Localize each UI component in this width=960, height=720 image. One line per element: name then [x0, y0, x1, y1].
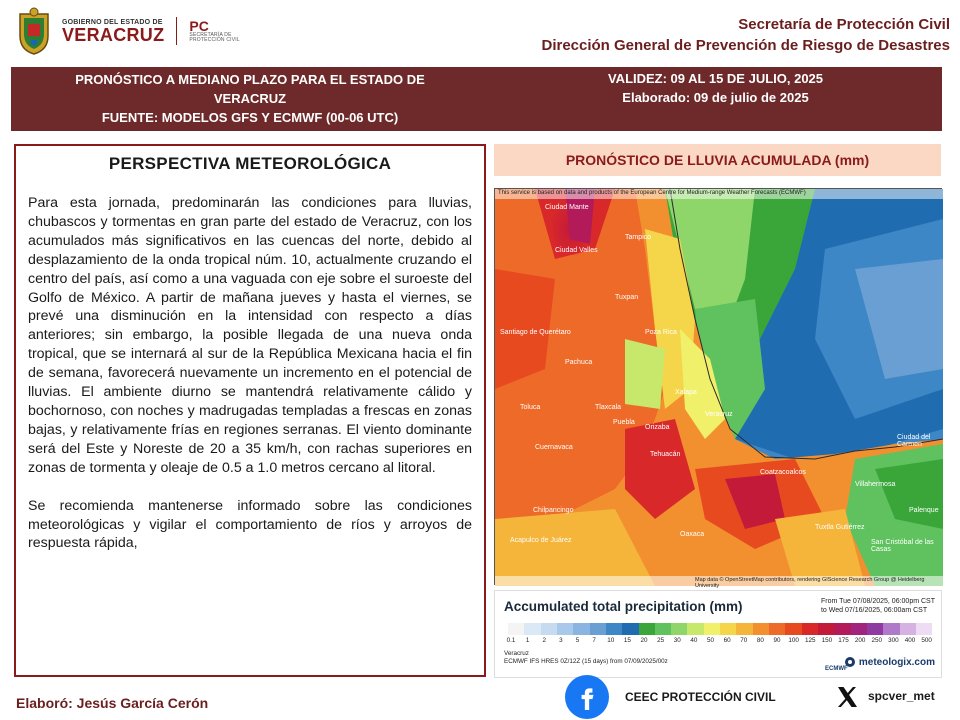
city-label-20: Toluca [520, 404, 541, 411]
color-bar-swatch [508, 623, 524, 635]
color-bar-swatch [573, 623, 589, 635]
city-label-23: Tlaxcala [595, 404, 622, 411]
header-logos [14, 6, 240, 56]
legend-dates [821, 597, 935, 615]
color-bar-swatch [541, 623, 557, 635]
color-bar-swatch [704, 623, 720, 635]
forecast-banner [11, 67, 942, 131]
rain-forecast-title: PRONÓSTICO DE LLUVIA ACUMULADA (mm) [494, 144, 941, 176]
color-bar-tick: 25 [657, 637, 665, 644]
banner-validity [489, 67, 942, 131]
color-bar-tick: 125 [804, 637, 816, 644]
color-bar-tick: 100 [788, 637, 799, 644]
color-bar-tick: 1 [525, 637, 530, 644]
city-label-17: Acapulco de Juárez [510, 537, 572, 544]
legend-footer [504, 650, 668, 666]
x-twitter-icon[interactable] [835, 685, 859, 709]
color-bar-tick: 20 [640, 637, 648, 644]
agency-name: Secretaría de Protección Civil [738, 16, 950, 33]
city-label-2: Ciudad Valles [555, 247, 598, 254]
precipitation-legend [494, 590, 942, 678]
color-bar-tick: 60 [723, 637, 731, 644]
meteologix-logo-text: meteologix.com [858, 656, 935, 668]
made-by: Elaboró: Jesús García Cerón [16, 695, 209, 711]
city-label-18: Chilpancingo [533, 507, 574, 514]
color-bar-swatch [900, 623, 916, 635]
city-label-8: Puebla [613, 419, 635, 426]
protection-civil-logo [189, 19, 239, 43]
logo-divider [176, 17, 177, 45]
meteologix-logo-icon [844, 656, 856, 668]
city-label-9: Tehuacán [650, 451, 681, 458]
legend-from: From Tue 07/08/2025, 06:00pm CST [820, 598, 935, 605]
color-bar-tick: 80 [756, 637, 764, 644]
map-notice: This service is based on data and products of the European Centre for Medium-range Weather Forecasts (ECMWF) [498, 190, 806, 196]
map-attribution: Map data © OpenStreetMap contributors, rendering GIScience Research Group @ Heidelberg University [695, 577, 925, 589]
color-bar-swatch [834, 623, 850, 635]
color-bar-tick: 15 [623, 637, 631, 644]
color-bar-swatch [622, 623, 638, 635]
color-bar-tick: 3 [559, 637, 563, 644]
government-logo [62, 19, 164, 44]
city-label-7: Veracruz [705, 411, 733, 418]
banner-title-line1: PRONÓSTICO A MEDIANO PLAZO PARA EL ESTADO DE [75, 72, 425, 87]
pc-acronym: PC [189, 18, 209, 34]
precipitation-map[interactable] [494, 188, 942, 589]
city-label-5: Poza Rica [645, 329, 677, 336]
pc-small-line1: SECRETARÍA DE [189, 32, 232, 38]
city-label-10: Oaxaca [680, 531, 705, 538]
color-bar-swatch [736, 623, 752, 635]
legend-region: Veracruz [504, 650, 529, 657]
city-label-16: San Cristóbal de las Casas [871, 539, 934, 553]
color-bar-swatch [769, 623, 785, 635]
color-bar-swatch [720, 623, 736, 635]
veracruz-coat-of-arms-icon [14, 6, 54, 56]
city-label-14: Palenque [909, 507, 939, 514]
color-bar-swatch [883, 623, 899, 635]
header-agency [541, 14, 950, 56]
pc-small-line2: PROTECCIÓN CIVIL [189, 37, 240, 43]
color-bar-tick: 10 [607, 637, 615, 644]
color-bar-tick: 40 [690, 637, 698, 644]
color-bar-tick: 30 [673, 637, 681, 644]
color-bar-swatch [753, 623, 769, 635]
color-bar-swatch [818, 623, 834, 635]
color-bar-swatch [639, 623, 655, 635]
legend-title: Accumulated total precipitation (mm) [504, 599, 743, 614]
city-label-3: Tampico [625, 234, 652, 241]
color-bar-swatch [524, 623, 540, 635]
validity-dates: VALIDEZ: 09 AL 15 DE JULIO, 2025 [607, 71, 824, 86]
color-bar-tick: 250 [871, 637, 882, 644]
perspective-paragraph-2: Se recomienda mantenerse informado sobre las condiciones meteorológicas y vigilar el comportamiento de ríos y arroyos de respuesta rápida, [28, 497, 472, 552]
color-bar-swatch [687, 623, 703, 635]
city-label-12: Villahermosa [855, 481, 896, 488]
color-bar-tick: 70 [740, 637, 748, 644]
x-account[interactable]: spcver_met [868, 689, 935, 703]
government-label: GOBIERNO DEL ESTADO DE [62, 18, 163, 26]
color-bar-tick: 5 [575, 637, 580, 644]
city-label-4: Tuxpan [615, 294, 639, 301]
color-bar [508, 623, 932, 635]
color-bar-swatch [802, 623, 818, 635]
color-bar-swatch [557, 623, 573, 635]
perspective-heading: PERSPECTIVA METEOROLÓGICA [108, 154, 392, 173]
facebook-account[interactable]: CEEC PROTECCIÓN CIVIL [625, 690, 776, 704]
color-bar-tick: 500 [921, 637, 932, 644]
color-bar-tick: 2 [542, 637, 546, 644]
color-bar-tick: 175 [838, 637, 849, 644]
perspective-paragraph-1: Para esta jornada, predominarán las condiciones para lluvias, chubascos y tormentas en gran parte del estado de Veracruz, con los acumulados más significativos en las cuencas del norte, debido al desplazamiento de la onda tropical núm. 10, actualmente cruzando el centro del país, así como a una vaguada con eje sobre el suroeste del Golfo de México. A partir de mañana jueves y hasta el viernes, se prevé una disminución en la intensidad con respecto a días anteriores; sin embargo, la posible llegada de una nueva onda tropical, que se internará al sur de la República Mexicana hacia el fin de semana, favorecerá nuevamente un incremento en el potencial de lluvias. El ambiente diurno se mantendrá relativamente cálido y bochornoso, con noches y madrugadas templadas a frescas en zonas bajas, y relativamente frías en regiones serranas. El viento dominante será del Este y Noreste de 20 a 35 km/h, con rachas superiores en zonas de tormenta y oleaje de 0.5 a 1.0 metros cercano al litoral. [28, 195, 472, 476]
city-label-13: Ciudad del Carmen [897, 434, 931, 448]
color-bar-tick: 7 [592, 637, 596, 644]
ecmwf-logo-text: ECMWF [825, 666, 848, 672]
color-bar-swatch [606, 623, 622, 635]
city-label-24: Orizaba [645, 424, 670, 431]
state-name: VERACRUZ [62, 24, 165, 45]
banner-source: FUENTE: MODELOS GFS Y ECMWF (00-06 UTC) [101, 110, 399, 125]
color-bar-tick: 150 [821, 637, 833, 644]
meteologix-logo [844, 656, 935, 668]
legend-model: ECMWF IFS HRES 0Z/12Z (15 days) from 07/09/2025/00z [504, 658, 668, 665]
facebook-icon[interactable] [565, 675, 609, 719]
color-bar-swatch [916, 623, 932, 635]
color-bar-swatch [785, 623, 801, 635]
color-bar-swatch [851, 623, 867, 635]
color-bar-tick: 300 [888, 637, 899, 644]
color-bar-tick: 200 [854, 637, 866, 644]
legend-to: to Wed 07/16/2025, 06:00am CST [820, 607, 928, 614]
color-bar-swatch [590, 623, 606, 635]
color-bar-tick: 90 [773, 637, 781, 644]
color-bar-swatch [867, 623, 883, 635]
color-bar-tick: 50 [706, 637, 714, 644]
banner-title-line2: VERACRUZ [213, 91, 287, 106]
city-label-1: Ciudad Mante [545, 204, 589, 211]
perspective-panel[interactable] [14, 144, 486, 677]
color-bar-ticks [503, 637, 935, 644]
city-label-21: Santiago de Querétaro [500, 329, 571, 336]
elaboration-date: Elaborado: 09 de julio de 2025 [622, 90, 809, 105]
city-label-11: Coatzacoalcos [760, 469, 806, 476]
city-label-6: Xalapa [675, 389, 697, 396]
color-bar-swatch [671, 623, 687, 635]
city-label-15: Tuxtla Gutiérrez [815, 524, 865, 531]
facebook-f-icon [574, 684, 600, 710]
city-label-19: Cuernavaca [535, 444, 573, 451]
color-bar-tick: 400 [904, 637, 916, 644]
banner-title [11, 67, 489, 131]
city-label-22: Pachuca [565, 359, 593, 366]
agency-department: Dirección General de Prevención de Riesgo de Desastres [541, 37, 950, 54]
color-bar-tick: 0.1 [506, 637, 516, 644]
color-bar-swatch [655, 623, 671, 635]
